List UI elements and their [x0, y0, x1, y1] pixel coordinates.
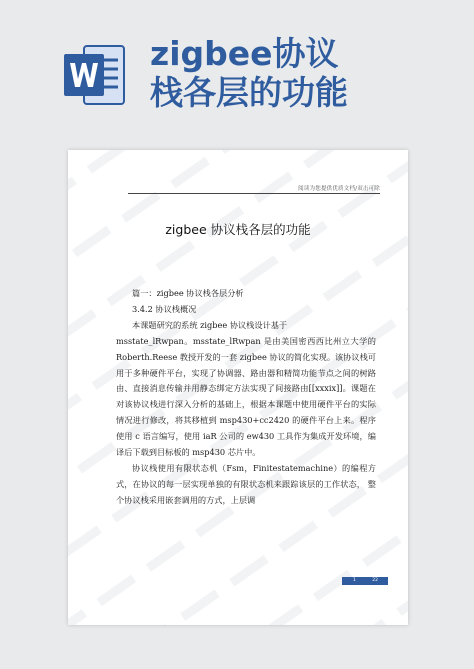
document-title: zigbee 协议栈各层的功能: [165, 222, 311, 237]
banner-title-line-1: zigbee协议: [150, 34, 339, 73]
word-document-icon: [62, 42, 128, 108]
paragraph: 篇一：zigbee 协议栈各层分析: [132, 288, 244, 298]
document-body: [116, 286, 376, 509]
page-total: 22: [372, 578, 378, 583]
document-page: [68, 150, 408, 625]
running-head: 阅读为您提供优质文档/双击可除: [298, 186, 380, 192]
page-current: 1: [353, 578, 356, 583]
paragraph: 3.4.2 协议栈概况: [132, 303, 197, 314]
paragraph: 协议栈使用有限状态机（Fsm，Finitestatemachine）的编程方式，在协议的每一层实现单独的有限状态机来跟踪该层的工作状态， 整个协议栈采用嵌套调用的方式，上层调: [116, 462, 376, 505]
paragraph: 本课题研究的系统 zigbee 协议栈设计基于: [132, 319, 288, 330]
paragraph: msstate_lRwpan。msstate_lRwpan 是由美国密西西比州立大学的 Roberth.Reese 教授开发的一套 zigbee 协议的简化实现。该协议栈可用于多种硬件平台，实现了协调器、路由器和精简功能节点之间的树路由、直接消息传输并用静态绑定方法实现了间接路由[[xxxix]]。课题在对该协议栈进行深入分析的基础上，根据本课题中使用硬件平台的实际情况进行修改，将其移植到 msp430+cc2420 的硬件平台上来。程序使用 c 语言编写，使用 iaR 公司的 ew430 工具作为集成开发环境，编译后下载到目标板的 msp430 芯片中。: [116, 335, 376, 458]
banner-title-line-2: 栈各层的功能: [150, 73, 348, 112]
banner: [0, 0, 474, 130]
header-rule: [128, 193, 380, 194]
page-indicator: [342, 577, 388, 585]
banner-title: [150, 34, 460, 112]
